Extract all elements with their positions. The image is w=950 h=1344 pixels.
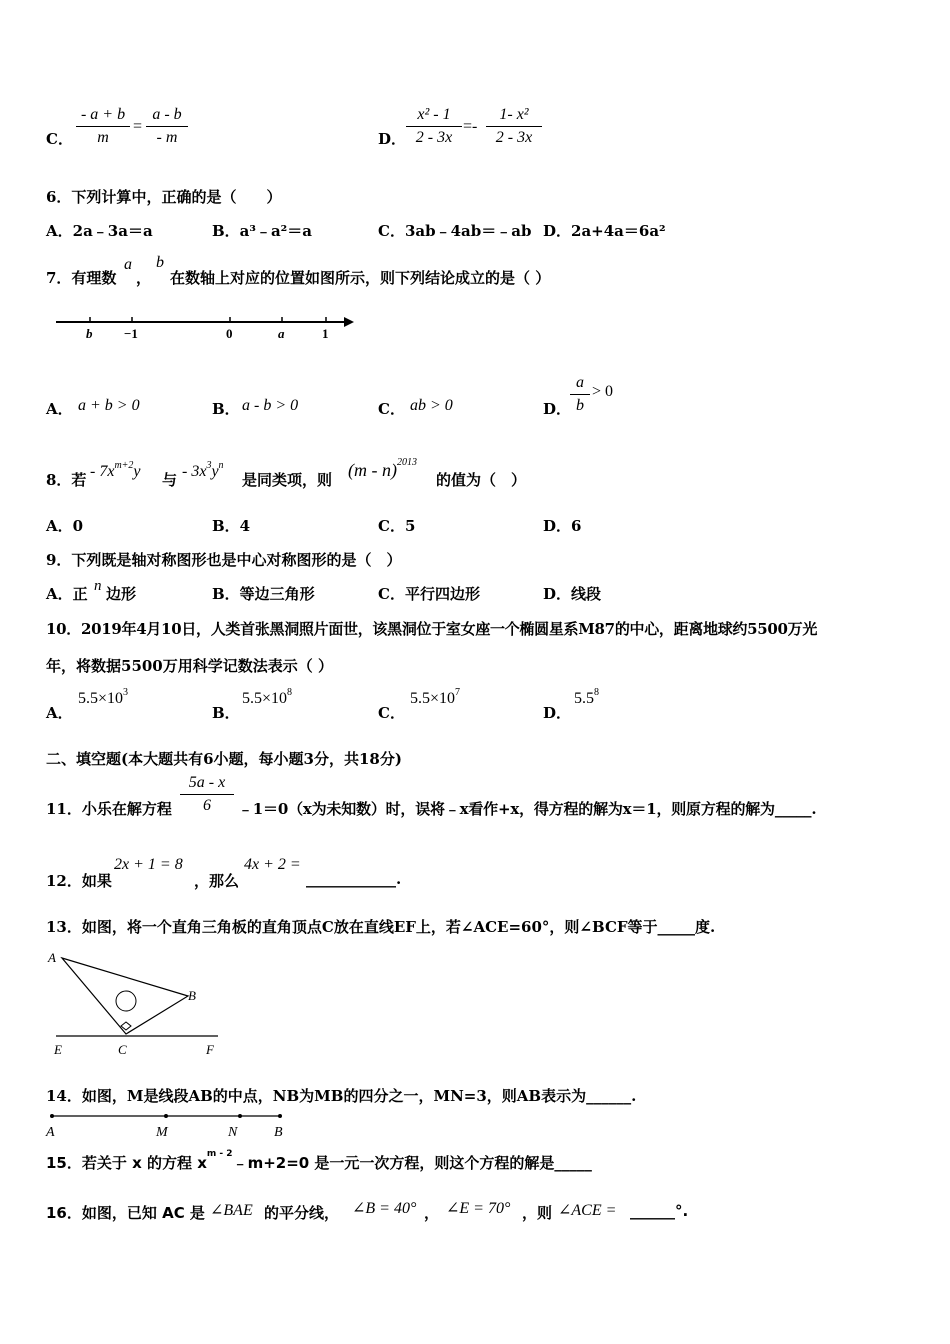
q7-option-c-expr: ab > 0 [410, 397, 453, 414]
point-M [164, 1114, 168, 1118]
variable-a: a [124, 256, 132, 273]
fraction-c-right: $\frac{a - b}{- m}$ [146, 104, 188, 149]
q11-fraction: $\frac{5a - x}{6}$ [180, 772, 234, 817]
q8-expr: (m - n)$^{2013}$ [348, 457, 417, 480]
q8-term1: - $7x^{m+2}y$ [90, 460, 141, 480]
point-N [238, 1114, 242, 1118]
label-E: E [54, 1042, 62, 1057]
axis-label-1: 1 [322, 326, 329, 341]
label-B: B [274, 1125, 283, 1140]
label-A: A [46, 1125, 55, 1140]
comma: ， [136, 269, 152, 287]
q14-segment-figure [44, 1108, 294, 1142]
fraction-d-right: $\frac{\text{1- x²}}{2 - 3x}$ [486, 104, 542, 149]
axis-label-a: a [278, 326, 285, 341]
q6-option-b: B．a³﹣a²＝a [212, 222, 312, 240]
q10-option-a-label: A． [46, 704, 73, 722]
q8-option-a: A．0 [46, 517, 84, 535]
axis-label-0: 0 [226, 326, 233, 341]
q7-option-d-tail: > 0 [592, 383, 614, 400]
question-8-stem-pre: 8．若 [46, 471, 87, 489]
q8-mid2: 是同类项，则 [242, 471, 333, 489]
q12-answer-blank[interactable]: ____________. [306, 870, 402, 888]
q7-option-d-label: D． [543, 400, 572, 418]
q6-option-c: C．3ab﹣4ab＝﹣ab [378, 222, 532, 240]
q7-option-a-label: A． [46, 400, 73, 418]
question-7-stem-post: 在数轴上对应的位置如图所示，则下列结论成立的是（ ） [170, 269, 551, 287]
question-10-line1: 10．2019年4月10日，人类首张黑洞照片面世，该黑洞位于室女座一个椭圆星系M87的中心，距离地球约5500万光 [46, 620, 818, 638]
fraction-d-left: $\frac{\text{x² - 1}}{2 - 3x}$ [406, 104, 462, 149]
label-A: A [48, 950, 56, 965]
right-angle-mark [121, 1022, 131, 1030]
variable-b: b [156, 254, 164, 271]
question-12-stem-pre: 12．如果 [46, 872, 112, 890]
q9-option-a-var: n [94, 578, 102, 594]
q6-option-d: D．2a+4a＝6a² [543, 222, 666, 240]
q10-option-d-value: $5.5^8$ [574, 687, 599, 707]
equals-minus-sign: =- [463, 118, 478, 135]
q8-option-b: B．4 [212, 517, 251, 535]
q10-option-a-value: $5.5\times 10^3$ [78, 687, 129, 707]
q10-option-b-label: B． [212, 704, 240, 722]
label-C: C [118, 1042, 127, 1057]
question-6-stem: 6．下列计算中，正确的是（ ） [46, 188, 282, 206]
question-11-stem-post: ﹣1＝0（x为未知数）时，误将﹣x看作+x，得方程的解为x＝1，则原方程的解为_____. [238, 800, 817, 818]
q8-mid: 与 [162, 471, 178, 489]
option-d-label: D． [378, 130, 407, 148]
q9-option-b: B．等边三角形 [212, 585, 315, 603]
q7-option-d-fraction: $\frac{a}{b}$ [570, 372, 590, 417]
q12-expr1: 2x + 1 = 8 [114, 856, 183, 873]
q16-answer-blank[interactable]: ______°. [630, 1202, 689, 1220]
question-7-stem-pre: 7．有理数 [46, 269, 117, 287]
q9-option-a-suffix: 边形 [106, 585, 137, 603]
question-8-stem-post: 的值为（ ） [436, 471, 527, 489]
q7-option-b-label: B． [212, 400, 240, 418]
number-line-figure [54, 312, 358, 344]
triangle-hole [116, 991, 136, 1011]
q7-option-b-expr: a - b > 0 [242, 397, 299, 414]
q8-option-c: C．5 [378, 517, 416, 535]
axis-label-b: b [86, 326, 93, 341]
q16-mid1: 的平分线， [264, 1204, 340, 1222]
section-2-title: 二、填空题(本大题共有6小题，每小题3分，共18分) [46, 750, 402, 768]
q9-option-d: D．线段 [543, 585, 602, 603]
question-10-line2: 年，将数据5500万用科学记数法表示（ ） [46, 657, 333, 675]
q7-option-c-label: C． [378, 400, 405, 418]
q16-angle-b: ∠B = 40° [352, 1200, 417, 1217]
q9-option-a-prefix: A．正 [46, 585, 88, 603]
q10-option-c-label: C． [378, 704, 405, 722]
q8-option-d: D．6 [543, 517, 582, 535]
q16-angle-bae: ∠BAE [210, 1202, 253, 1219]
question-11-stem-pre: 11．小乐在解方程 [46, 800, 172, 818]
label-N: N [228, 1125, 238, 1140]
q8-term2: - $3x^3y^n$ [182, 460, 224, 480]
point-B [278, 1114, 282, 1118]
label-M: M [156, 1125, 168, 1140]
label-B: B [188, 988, 196, 1003]
q16-angle-ace: ∠ACE = [558, 1202, 617, 1219]
option-c-label: C． [46, 130, 73, 148]
question-13-stem: 13．如图，将一个直角三角板的直角顶点C放在直线EF上，若∠ACE=60°，则∠BCF等于_____度. [46, 918, 716, 936]
arrow-head [344, 317, 354, 327]
q16-angle-e: ∠E = 70° [446, 1200, 511, 1217]
question-14-stem: 14．如图，M是线段AB的中点，NB为MB的四分之一，MN=3，则AB表示为______. [46, 1087, 637, 1105]
q10-option-c-value: $5.5\times 10^7$ [410, 687, 461, 707]
q13-triangle-figure [44, 946, 224, 1062]
q10-option-b-value: $5.5\times 10^8$ [242, 687, 293, 707]
fraction-c-left: $\frac{- a + b}{m}$ [76, 104, 130, 149]
label-F: F [206, 1042, 214, 1057]
q12-mid: ，那么 [194, 872, 240, 890]
q10-option-d-label: D． [543, 704, 572, 722]
question-9-stem: 9．下列既是轴对称图形也是中心对称图形的是（ ） [46, 551, 402, 569]
q12-expr2: 4x + 2 = [244, 856, 301, 873]
q16-mid2: ，则 [522, 1204, 553, 1222]
question-15-stem: 15．若关于 x 的方程 $x^{m - 2}﹣m+2=0$ 是一元一次方程，则这个方程的解是_____ [46, 1149, 592, 1172]
question-16-stem-pre: 16．如图，已知 AC 是 [46, 1204, 205, 1222]
q7-option-a-expr: a + b > 0 [78, 397, 140, 414]
q16-separator: ， [424, 1204, 440, 1222]
q6-option-a: A．2a﹣3a＝a [46, 222, 153, 240]
axis-label-neg-1: −1 [124, 326, 138, 341]
q9-option-c: C．平行四边形 [378, 585, 480, 603]
equals-sign: = [133, 118, 143, 135]
point-A [50, 1114, 54, 1118]
